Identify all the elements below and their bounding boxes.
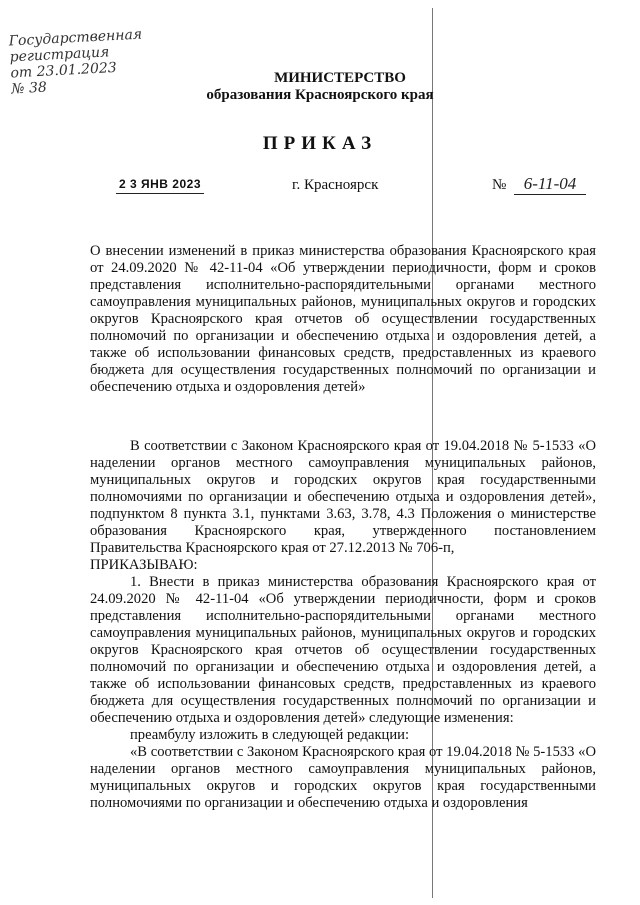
order-word: ПРИКАЗЫВАЮ:: [90, 557, 198, 573]
order-body: [90, 438, 596, 812]
order-number: 6-11-04: [514, 174, 586, 195]
order-number-label: №: [492, 177, 507, 193]
registration-note-line3: от 23.01.2023: [10, 59, 118, 82]
ministry-heading: [0, 70, 640, 104]
new-preamble-quote: «В соответствии с Законом Красноярского края от 19.04.2018 № 5-1533 «О наделении органов местного самоуправления муниципальных районов, муниципальных округов и городских округов края государственными полномочиями по организации и обеспечению отдыха и оздоровления: [90, 744, 596, 811]
item-1-paragraph: 1. Внести в приказ министерства образования Красноярского края от 24.09.2020 № 42-11-04 «Об утверждении периодичности, форм и сроков представления исполнительно-распорядительными органами местного самоуправления муниципальных районов, муниципальных округов и городских округов Красноярского края отчетов об осуществлении государственных полномочий по организации и обеспечению отдыха и оздоровления детей, а также об использовании финансовых средств, предоставленных из краевого бюджета для осуществления государственных полномочий по организации и обеспечению отдыха и оздоровления детей» следующие изменения:: [90, 574, 596, 726]
registration-note-line2: регистрация: [9, 44, 110, 66]
order-date: 2 3 ЯНВ 2023: [116, 177, 204, 194]
legal-basis-paragraph: В соответствии с Законом Красноярского края от 19.04.2018 № 5-1533 «О наделении органов местного самоуправления муниципальных районов, муниципальных округов и городских округов края государственными полномочиями по организации и обеспечению отдыха и оздоровления детей», подпунктом 8 пункта 3.1, пунктами 3.63, 3.78, 4.3 Положения о министерстве образования Красноярского края, утвержденного постановлением Правительства Красноярского края от 27.12.2013 № 706-п,: [90, 438, 596, 556]
ministry-subtitle: образования Красноярского края: [206, 87, 434, 103]
ministry-name: МИНИСТЕРСТВО: [274, 70, 406, 86]
order-subject: О внесении изменений в приказ министерства образования Красноярского края от 24.09.2020 № 42-11-04 «Об утверждении периодичности, форм и сроков представления исполнительно-распорядительными органами местного самоуправления муниципальных районов, муниципальных округов и городских округов Красноярского края отчетов об осуществлении государственных полномочий по организации и обеспечению отдыха и оздоровления детей, а также об использовании финансовых средств, предоставленных из краевого бюджета для осуществления государственных полномочий по организации и обеспечению отдыха и оздоровления детей»: [90, 243, 596, 395]
order-city: г. Красноярск: [292, 177, 379, 193]
document-type-title: ПРИКАЗ: [262, 133, 378, 154]
registration-note-line1: Государственная: [8, 26, 143, 50]
registration-note-line4: № 38: [10, 79, 48, 98]
preamble-paragraph: преамбулу изложить в следующей редакции:: [130, 727, 410, 743]
